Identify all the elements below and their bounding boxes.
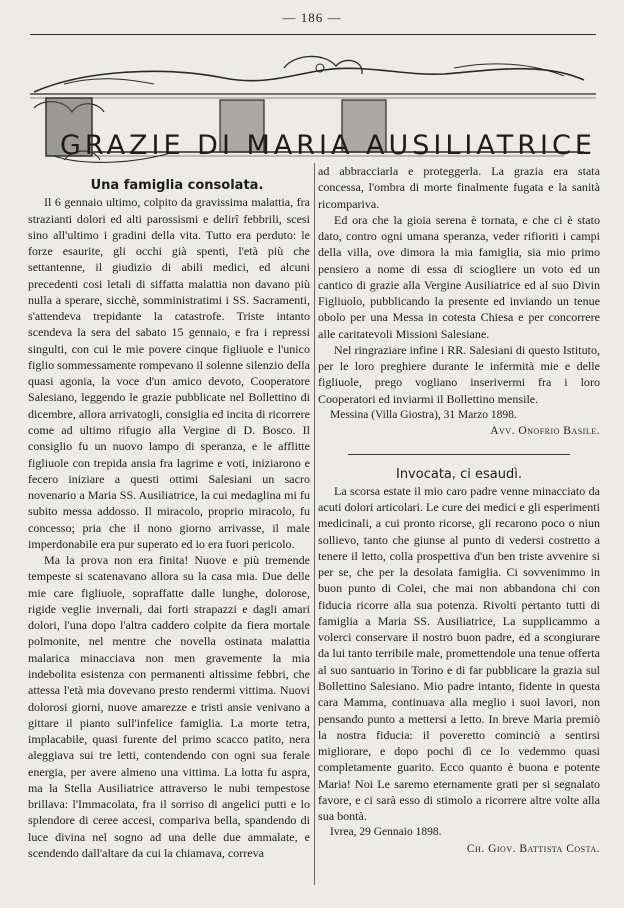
article-paragraph: La scorsa estate il mio caro padre venne minacciato da acuti dolori articolari. Le cure dei medici e gli esperimenti medicinali, a cui pronto ricorse, gli recarono poco o niun sollievo, tanto che giunse al punto di vedersi costretto a tenere il letto, colla prospettiva d'un ben triste avvenire si per se, che per la desolata famiglia. Ci sovvenimmo in buon punto di Colei, che mai non abbandona chi con fiducia ricorre alla sua potenza. Rivolti pertanto tutti di famiglia a Maria SS. Ausiliatrice, La supplicammo a volerci conservare il nostro buon padre, ed a scongiurare da lui tanto terribile male, promettendole una tenue offerta al suo santuario in Torino e di far pubblicare la grazia sul Bollettino Salesiano. Mio padre intanto, fidente in questa cara Mamma, continuava alla meglio i suoi lavori, non pensando punto a mettersi a letto. In breve Maria premiò la nostra fiducia: il poveretto cominciò a sentirsi migliorare, e dopo pochi dì ce lo vedemmo quasi completamente guarito. Ecco quanto è buona e potente Maria! Noi Le saremo eternamente grati per si segnalato favore, e ci sarà esso di stimolo a ricorrere altre volte alla sua bontà. [318,483,600,824]
decorative-banner [24,48,602,166]
signature: Avv. Onofrio Basile. [490,425,600,438]
article-heading: Invocata, ci esaudì. [395,466,523,482]
left-column [28,178,310,861]
article-paragraph: ad abbracciarla e proteggerla. La grazia era stata concessa, l'ombra di morte finalmente fugata e la sanità ricompariva. [318,164,600,211]
article-heading: Una famiglia consolata. [90,178,264,193]
place-date: Ivrea, 29 Gennaio 1898. [330,826,442,839]
place-date: Messina (Villa Giostra), 31 Marzo 1898. [330,408,517,421]
page-number: — 186 — [282,10,342,25]
banner-title: GRAZIE DI MARIA AUSILIATRICE [60,130,596,161]
article-paragraph: Ed ora che la gioia serena è tornata, e che ci è stato dato, contro ogni umana speranza, veder rifioriti i campi della villa, ove dimora la mia famiglia, sia mio primo pensiero a nome di essa di sciogliere un voto ed un cantico di grazie alla Vergine Ausiliatrice ed al suo Divin Figliuolo, pubblicando la presente ed inviando un tenue obolo per una Messa in cotesta Chiesa e per concorrere alle caritatevoli Missioni Salesiane. [318,212,600,341]
article-paragraph: Il 6 gennaio ultimo, colpito da gravissima malattia, fra strazianti dolori ed alti parossismi e delirî febbrili, scesi sino all'ultimo i gradini della vita. Tutto era perduto: le forze esaurite, gli occhi già spenti, l'età più che settantenne, il giudizio di abili medici, ed alcuni precedenti cosi letali di siffatta malattia non davano più nulla a sperare, sicchè, somministratimi i SS. Sacramenti, s'attendeva trepidante la catastrofe. Triste intanto scendeva la sera del sabato 15 gennaio, e fra i repressi singulti, con cui le mie povere cinque figliuole e l'unico figlio sommessamente rompevano il solenne silenzio della quasi agonia, la voce d'un amico devoto, Cooperatore Salesiano, leggendo le grazie pubblicate nel Bollettino di dicembre, allora arrivatogli, consiglia ed incita di ricorrere come ad ultimo rifugio alla Vergine di D. Bosco. Il consiglio fu un nuovo lampo di speranza, e le afflitte figliuole con trepida ansia fra lagrime e voti, iniziarono e fecero iniziare a questi ottimi Salesiani un sacro novenario a Maria SS. Ausiliatrice, la cui medaglina mi fu subito messa addosso. Il miracolo, proprio miracolo, fu concesso; pria che il nono giorno arrivasse, il male imperdonabile era pur superato ed io era fuori pericolo. [28,195,310,551]
signature: Ch. Giov. Battista Costa. [466,842,600,855]
section-rule [348,454,570,455]
right-column [318,163,600,857]
article-paragraph: Ma la prova non era finita! Nuove e più tremende tempeste si scatenavano allora su la casa mia. Due delle mie care figliuole, sopraffatte dalle lunghe, dolorose, rigide veglie invernali, dai forti strapazzi e dagli amari dolori, l'una dopo l'altra caddero colpite da fiera mortale polmonite, nel mentre che novella ostinata malattia malarica minacciava non men gravemente la mia indebolita esistenza con permanenti altissime febbri, che attessa l'età mia dovevano presto rendermi vittima. Nuovi dolorosi giorni, nuove amarezze e tristi ansie venivano a gittare il pianto sull'infelice famiglia. La morte tetra, implacabile, quasi furente del primo scacco patito, nera aleggiava sui tre letti, contendendo con ogni sua ferale energia, per avere almeno una vittima. La lotta fu aspra, ma la Stella Ausiliatrice attraverso le nubi tempestose brillava: l'Immacolata, fra il sorriso di angelici putti e lo splendore di ceree accesi, compariva bella, spandendo di luce divina nel sogno ad una delle due ammalate, e scendendo dall'altare da cui la chiamava, correva [28,553,310,860]
top-rule [30,34,596,35]
column-divider [314,163,315,885]
article-paragraph: Nel ringraziare infine i RR. Salesiani di questo Istituto, per le loro preghiere durante le infermità mie e delle figliuole, prego vogliano inserivermi fra i loro Cooperatori ed inviarmi il Bollettino mensile. [318,342,600,406]
